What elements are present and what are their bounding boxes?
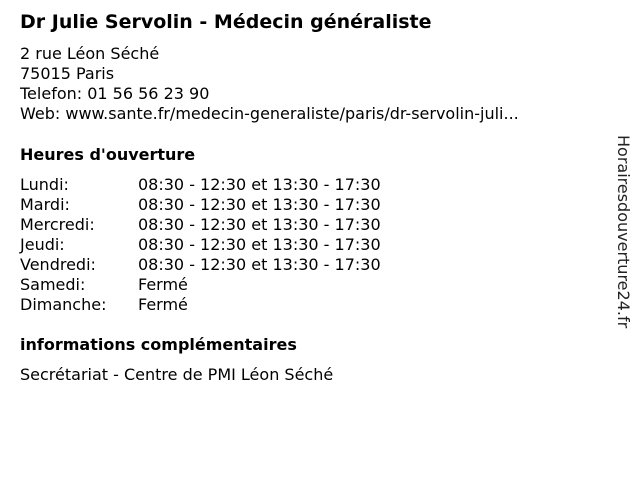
additional-info-text: Secrétariat - Centre de PMI Léon Séché [20, 365, 334, 384]
day-label: Samedi: [20, 275, 86, 294]
contact-block [20, 44, 519, 124]
day-hours: 08:30 - 12:30 et 13:30 - 17:30 [138, 235, 381, 254]
day-hours: 08:30 - 12:30 et 13:30 - 17:30 [138, 255, 381, 274]
day-label: Dimanche: [20, 295, 107, 314]
hours-row-monday [20, 175, 381, 195]
day-label: Lundi: [20, 175, 69, 194]
day-hours: Fermé [138, 295, 188, 314]
day-label: Mardi: [20, 195, 70, 214]
site-watermark: Horairesdouverture24.fr [614, 135, 633, 329]
page-title: Dr Julie Servolin - Médecin généraliste [20, 11, 432, 33]
hours-row-saturday [20, 275, 381, 295]
hours-row-wednesday [20, 215, 381, 235]
day-hours: 08:30 - 12:30 et 13:30 - 17:30 [138, 175, 381, 194]
day-hours: 08:30 - 12:30 et 13:30 - 17:30 [138, 195, 381, 214]
day-hours: Fermé [138, 275, 188, 294]
day-label: Mercredi: [20, 215, 95, 234]
hours-row-sunday [20, 295, 381, 315]
opening-hours-heading: Heures d'ouverture [20, 145, 196, 164]
hours-row-tuesday [20, 195, 381, 215]
address-street: 2 rue Léon Séché [20, 44, 160, 63]
website-link[interactable]: Web: www.sante.fr/medecin-generaliste/paris/dr-servolin-juli... [20, 104, 519, 123]
opening-hours-table [20, 175, 381, 315]
day-label: Jeudi: [20, 235, 65, 254]
phone-number: Telefon: 01 56 56 23 90 [20, 84, 210, 103]
hours-row-friday [20, 255, 381, 275]
hours-row-thursday [20, 235, 381, 255]
additional-info-heading: informations complémentaires [20, 335, 297, 354]
day-label: Vendredi: [20, 255, 96, 274]
day-hours: 08:30 - 12:30 et 13:30 - 17:30 [138, 215, 381, 234]
address-city: 75015 Paris [20, 64, 115, 83]
